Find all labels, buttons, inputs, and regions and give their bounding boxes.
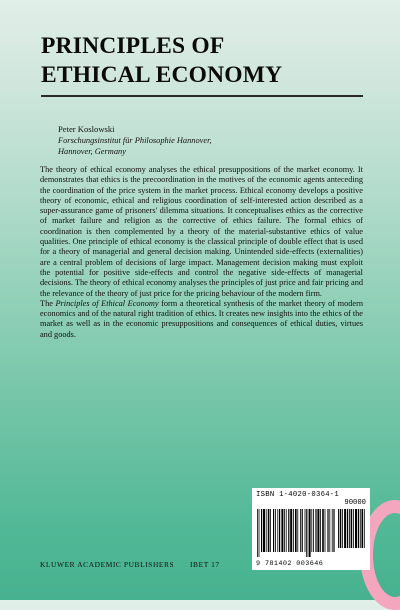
description-p2-rest: form a theoretical synthesis of the market theory of modern economics and of the natural right tradition of ethics. It creates new insights into the ethics of the market as well as in the economic presuppositions and consequences of ethical duties, virtues and goods.: [40, 298, 363, 339]
title-line-1: PRINCIPLES OF: [41, 33, 225, 59]
description-paragraph-1: The theory of ethical economy analyses the ethical presuppositions of the market economy. It demonstrates that ethics is the precoordination in the motives of the economic agents anteceding the coordination of the price system in the market process. Ethical economy develops a positive theory of economic, ethical and religious coordination of self-interested action described as a super-assurance game of prisoners' dilemma situations. It conceptualises ethics as the corrective of market failure and religion as the corrective of ethics failure. The formal ethics of coordination is then complemented by a theory of the material-substantive ethics of value qualities. One principle of ethical economy is the classical principle of double effect that is used for a theory of managerial and general decision making. Unintended side-effects (externalities) are a central problem of decisions of large impact. Management decision making must exploit the potential for positive side-effects and control the negative side-effects of managerial decisions. The theory of ethical economy analyses the principles of just price and fair pricing and the relevance of the theory of just price for the pricing behaviour of the modern firm.: [40, 165, 363, 298]
isbn-barcode-box: [252, 488, 370, 570]
title-line-2: ETHICAL ECONOMY: [41, 62, 283, 88]
publisher-name: KLUWER ACADEMIC PUBLISHERS: [40, 560, 175, 569]
book-description: [40, 165, 363, 340]
isbn-number: ISBN 1-4020-0364-1: [256, 491, 340, 499]
price-code: 90000: [344, 499, 366, 507]
title-divider: [41, 95, 363, 97]
ean-barcode: [257, 509, 335, 557]
description-paragraph-2: [40, 299, 363, 340]
description-p2-prefix: The: [40, 298, 56, 308]
series-code: IBET 17: [190, 560, 220, 569]
barcode-digits: 9 781402 003646: [256, 560, 324, 568]
affiliation-line-2: Hannover, Germany: [58, 146, 126, 156]
author-affiliation: [58, 136, 318, 158]
description-p2-book-title: Principles of Ethical Economy: [55, 298, 159, 308]
affiliation-line-1: Forschungsinstitut für Philosophie Hannover,: [58, 136, 212, 145]
author-name: Peter Koslowski: [58, 124, 115, 134]
book-title: [41, 32, 361, 90]
addon-barcode: [338, 509, 365, 553]
